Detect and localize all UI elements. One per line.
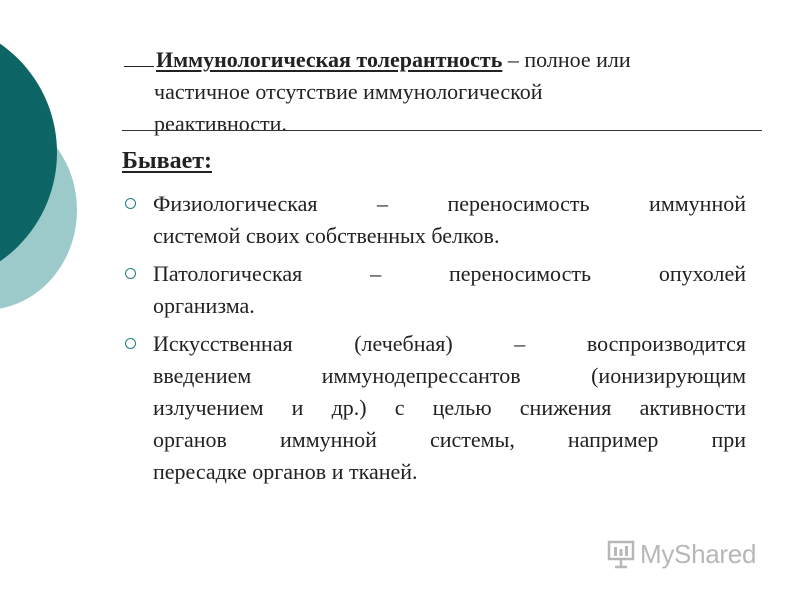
horizontal-rule (122, 130, 762, 131)
circle-bullet-icon (125, 338, 136, 349)
list-item-line: излучением и др.) с целью снижения активности (153, 395, 746, 420)
circle-bullet-icon (125, 268, 136, 279)
definition-line-3: реактивности. (154, 111, 287, 136)
list-item-physiological (124, 188, 746, 252)
list-item-line: пересадке органов и тканей. (153, 459, 418, 484)
list-item-pathological (124, 258, 746, 322)
list-item-line: Искусственная (лечебная) – воспроизводится (153, 331, 746, 356)
watermark-text: MyShared (640, 538, 757, 569)
type-list (124, 188, 746, 488)
list-item-line: Физиологическая – переносимость иммунной (153, 191, 746, 216)
leading-rule (124, 65, 154, 67)
section-heading: Бывает: (122, 148, 212, 174)
list-item-line: системой своих собственных белков. (153, 223, 500, 248)
list-item-line: введением иммунодепрессантов (ионизирующим (153, 363, 746, 388)
list-item-line: Патологическая – переносимость опухолей (153, 261, 746, 286)
definition-line1-rest: – полное или (502, 47, 631, 72)
list-item-line: организма. (153, 293, 255, 318)
definition-line-1 (124, 44, 760, 76)
watermark-logo (606, 534, 766, 574)
list-item-line: органов иммунной системы, например при (153, 427, 746, 452)
definition-line-2: частичное отсутствие иммунологической (154, 79, 543, 104)
definition-term: Иммунологическая толерантность (156, 47, 503, 72)
list-item-artificial (124, 328, 746, 488)
presentation-board-icon (606, 539, 636, 569)
definition-paragraph (124, 44, 760, 140)
circle-bullet-icon (125, 198, 136, 209)
